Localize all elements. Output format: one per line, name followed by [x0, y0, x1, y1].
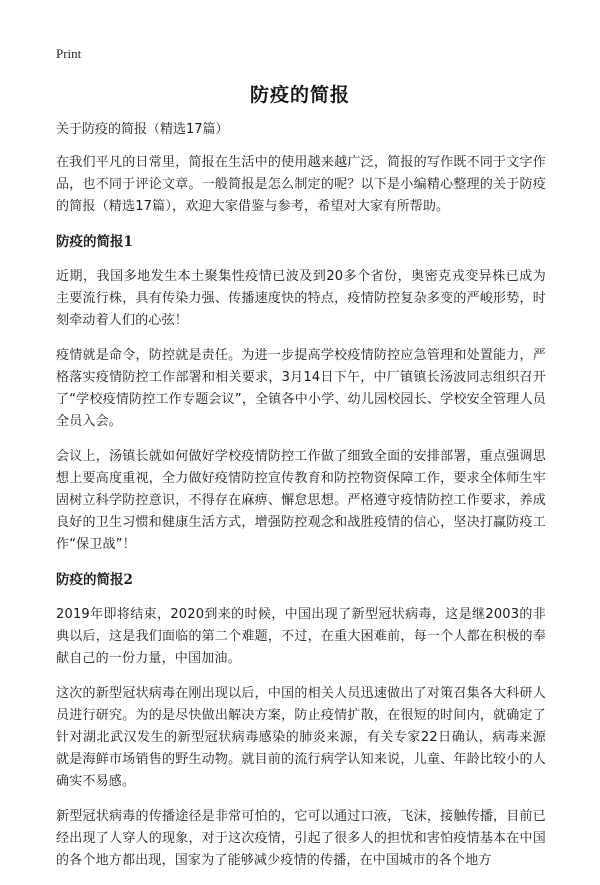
- document-title: 防疫的简报: [249, 84, 350, 106]
- section-paragraph: 新型冠状病毒的传播途径是非常可怕的，它可以通过口液，飞沫，接触传播，目前已经出现了人穿人的现象，对于这次疫情，引起了很多人的担忧和害怕疫情基本在中国的各个地方都出现，国家为了能够减少疫情的传播，在中国城市的各个地方: [56, 809, 546, 868]
- section-1: [56, 231, 546, 556]
- section-paragraph: 2019年即将结束，2020到来的时候，中国出现了新型冠状病毒，这是继2003的非典以后，这是我们面临的第二个难题，不过，在重大困难前，每一个人都在积极的奉献自己的一份力量，中国加油。: [56, 607, 546, 666]
- print-link[interactable]: Print: [56, 46, 82, 61]
- document-body: [56, 120, 546, 885]
- section-paragraph: 会议上，汤镇长就如何做好学校疫情防控工作做了细致全面的安排部署，重点强调思想上要高度重视，全力做好疫情防控宣传教育和防控物资保障工作，要求全体师生牢固树立科学防控意识，不得存在麻痹、懈怠思想。严格遵守疫情防控工作要求，养成良好的卫生习惯和健康生活方式，增强防控观念和战胜疫情的信心，坚决打赢防疫工作“保卫战”！: [56, 449, 546, 552]
- section-paragraph: 疫情就是命令，防控就是责任。为进一步提高学校疫情防控应急管理和处置能力，严格落实疫情防控工作部署和相关要求，3月14日下午，中厂镇镇长汤波同志组织召开了“学校疫情防控工作专题会议”，全镇各中小学、幼儿园校园长、学校安全管理人员全员入会。: [56, 348, 546, 429]
- section-heading: 防疫的简报2: [56, 572, 133, 588]
- section-paragraph: 近期，我国多地发生本土聚集性疫情已波及到20多个省份，奥密克戎变异株已成为主要流行株，具有传染力强、传播速度快的特点，疫情防控复杂多变的严峻形势，时刻牵动着人们的心弦！: [56, 269, 546, 328]
- document-subtitle: 关于防疫的简报（精选17篇）: [56, 122, 229, 137]
- intro-paragraph: 在我们平凡的日常里，简报在生活中的使用越来越广泛，简报的写作既不同于文字作品，也不同于评论文章。一般简报是怎么制定的呢？以下是小编精心整理的关于防疫的简报（精选17篇），欢迎大家借鉴与参考，希望对大家有所帮助。: [56, 155, 546, 214]
- section-heading: 防疫的简报1: [56, 234, 133, 250]
- section-paragraph: 这次的新型冠状病毒在刚出现以后，中国的相关人员迅速做出了对策召集各大科研人员进行研究。为的是尽快做出解决方案，防止疫情扩散，在很短的时间内，就确定了针对湖北武汉发生的新型冠状病毒感染的肺炎来源，有关专家22日确认，病毒来源就是海鲜市场销售的野生动物。就目前的流行病学认知来说，儿童、年龄比较小的人确实不易感。: [56, 686, 546, 789]
- section-2: [56, 569, 546, 872]
